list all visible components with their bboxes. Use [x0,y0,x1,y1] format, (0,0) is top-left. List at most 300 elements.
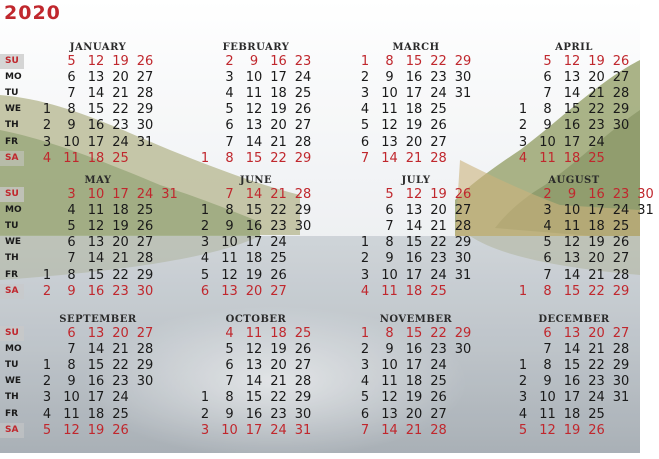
month-name: JUNE [239,175,273,186]
month-september [0,314,154,459]
day-cell: 15 [87,267,105,283]
day-cell: 8 [67,267,76,283]
day-cell: 27 [612,326,630,341]
day-cell: 27 [136,70,154,86]
weekday-label-we: WE [5,104,22,115]
day-cell: 3 [360,358,370,374]
day-cell: 17 [245,235,263,251]
day-cell: 16 [405,342,423,358]
day-cell: 11 [563,219,581,235]
weekday-label-su: SU [0,326,24,341]
month-april [476,42,630,187]
day-cell: 4 [360,374,370,390]
day-cell: 26 [112,422,129,438]
day-cell: 4 [225,326,234,341]
day-cell: 3 [360,267,370,283]
day-cell: 30 [454,342,472,358]
day-cell: 8 [225,150,234,166]
day-cell: 2 [200,219,210,235]
month-july [318,175,472,320]
weekday-label-mo: MO [5,205,22,216]
day-cell: 22 [270,390,287,406]
day-cell: 20 [270,118,287,134]
weekday-label-tu: TU [5,221,19,232]
day-cell: 8 [67,358,76,374]
day-cell: 7 [543,86,552,102]
day-cell: 6 [543,326,552,341]
day-cell: 26 [430,390,447,406]
day-cell: 24 [112,134,129,150]
day-cell: 19 [405,118,423,134]
day-cell: 26 [612,54,630,69]
day-cell: 3 [360,86,370,102]
day-cell: 27 [430,134,447,150]
day-cell: 9 [543,118,552,134]
day-cell: 14 [245,374,263,390]
day-cell: 3 [518,134,528,150]
day-cell: 4 [360,283,370,299]
day-cell: 19 [405,390,423,406]
day-cell: 3 [42,390,52,406]
day-cell: 21 [112,251,129,267]
day-cell: 2 [360,342,370,358]
day-cell: 10 [63,390,80,406]
day-cell: 26 [270,267,287,283]
weekday-label-mo: MO [5,344,22,355]
day-cell: 24 [112,390,129,406]
day-cell: 19 [430,187,447,202]
day-cell: 12 [381,390,398,406]
day-cell: 25 [612,219,630,235]
day-cell: 13 [563,70,581,86]
day-cell: 8 [543,102,552,118]
day-cell: 7 [543,342,552,358]
day-cell: 17 [87,390,105,406]
day-cell: 23 [112,374,129,390]
day-cell: 18 [588,219,605,235]
day-cell: 19 [112,54,129,69]
day-cell: 23 [612,187,630,202]
day-cell: 25 [588,406,605,422]
day-cell: 14 [563,267,581,283]
day-cell: 26 [136,54,154,69]
day-cell: 26 [454,187,472,202]
month-may [0,175,178,320]
day-cell: 30 [454,70,472,86]
day-cell: 12 [87,219,105,235]
weekday-label-we: WE [5,237,22,248]
day-cell: 15 [405,235,423,251]
day-cell: 2 [543,187,552,202]
day-cell: 30 [454,251,472,267]
day-cell: 15 [245,390,263,406]
day-cell: 2 [518,374,528,390]
day-cell: 21 [588,342,605,358]
day-cell: 17 [270,70,287,86]
day-cell: 10 [221,422,238,438]
day-cell: 11 [381,283,398,299]
month-december [476,314,630,459]
day-cell: 30 [637,187,654,202]
day-cell: 16 [588,187,605,202]
month-name: OCTOBER [225,314,287,325]
day-cell: 30 [136,374,154,390]
day-cell: 24 [612,203,630,219]
day-cell: 8 [225,203,234,219]
day-cell: 11 [221,251,238,267]
day-cell: 9 [225,219,234,235]
day-cell: 13 [405,203,423,219]
day-cell: 28 [612,86,630,102]
day-cell: 28 [294,134,312,150]
day-cell: 30 [612,374,630,390]
day-cell: 8 [225,390,234,406]
day-cell: 30 [294,219,312,235]
day-cell: 1 [42,267,52,283]
day-cell: 22 [588,102,605,118]
day-cell: 28 [136,342,154,358]
day-cell: 24 [430,358,447,374]
day-cell: 21 [112,342,129,358]
day-cell: 29 [136,102,154,118]
day-cell: 16 [87,118,105,134]
day-cell: 28 [612,267,630,283]
day-cell: 15 [245,150,263,166]
day-cell: 7 [67,86,76,102]
day-cell: 19 [245,267,263,283]
day-cell: 17 [563,134,581,150]
day-cell: 30 [136,283,154,299]
day-cell: 29 [612,358,630,374]
day-cell: 17 [405,358,423,374]
day-cell: 25 [270,251,287,267]
day-cell: 22 [270,150,287,166]
day-cell: 16 [245,219,263,235]
day-cell: 28 [430,150,447,166]
day-cell: 19 [563,422,581,438]
day-cell: 3 [518,390,528,406]
day-cell: 4 [200,251,210,267]
day-cell: 20 [405,406,423,422]
day-cell: 20 [588,251,605,267]
day-cell: 31 [612,390,630,406]
day-cell: 26 [136,219,154,235]
day-cell: 19 [588,235,605,251]
day-cell: 7 [67,251,76,267]
day-cell: 15 [405,326,423,341]
month-name: AUGUST [548,175,600,186]
day-cell: 11 [63,150,80,166]
day-cell: 9 [249,54,259,69]
day-cell: 21 [430,219,447,235]
day-cell: 16 [563,118,581,134]
month-june [158,175,312,320]
day-cell: 1 [518,358,528,374]
day-cell: 1 [360,54,370,69]
day-cell: 22 [270,203,287,219]
month-february [158,42,312,187]
day-cell: 13 [245,118,263,134]
day-cell: 6 [385,203,394,219]
day-cell: 22 [588,283,605,299]
day-cell: 24 [588,134,605,150]
day-cell: 30 [612,118,630,134]
day-cell: 14 [245,187,263,202]
day-cell: 20 [588,70,605,86]
day-cell: 13 [87,70,105,86]
day-cell: 12 [87,54,105,69]
day-cell: 1 [200,390,210,406]
day-cell: 11 [87,203,105,219]
day-cell: 19 [588,54,605,69]
day-cell: 13 [381,406,398,422]
day-cell: 26 [588,422,605,438]
day-cell: 3 [200,235,210,251]
day-cell: 21 [405,150,423,166]
day-cell: 29 [294,150,312,166]
day-cell: 25 [136,203,154,219]
day-cell: 27 [294,358,312,374]
day-cell: 9 [225,406,234,422]
day-cell: 29 [294,203,312,219]
day-cell: 9 [67,374,76,390]
day-cell: 20 [112,70,129,86]
day-cell: 31 [454,267,472,283]
day-cell: 18 [270,86,287,102]
day-cell: 23 [588,374,605,390]
day-cell: 31 [294,422,312,438]
day-cell: 12 [539,422,556,438]
day-cell: 14 [245,134,263,150]
day-cell: 6 [67,235,76,251]
day-cell: 8 [385,326,394,341]
day-cell: 6 [225,358,234,374]
day-cell: 12 [563,54,581,69]
day-cell: 16 [270,54,287,69]
month-name: APRIL [555,42,593,53]
day-cell: 10 [539,134,556,150]
day-cell: 20 [588,326,605,341]
month-name: DECEMBER [538,314,610,325]
month-name: JANUARY [69,42,127,53]
weekday-label-su: SU [0,187,24,202]
day-cell: 28 [294,187,312,202]
day-cell: 25 [430,283,447,299]
day-cell: 20 [430,203,447,219]
day-cell: 18 [563,406,581,422]
day-cell: 11 [63,406,80,422]
day-cell: 11 [245,86,263,102]
day-cell: 29 [294,390,312,406]
day-cell: 14 [405,219,423,235]
month-name: FEBRUARY [222,42,290,53]
day-cell: 1 [518,102,528,118]
day-cell: 5 [385,187,394,202]
day-cell: 17 [87,134,105,150]
day-cell: 2 [518,118,528,134]
day-cell: 11 [539,406,556,422]
day-cell: 5 [42,422,52,438]
day-cell: 5 [543,235,552,251]
day-cell: 23 [270,406,287,422]
day-cell: 16 [405,70,423,86]
day-cell: 14 [87,86,105,102]
weekday-label-th: TH [5,392,19,403]
day-cell: 1 [42,102,52,118]
day-cell: 31 [161,187,178,202]
day-cell: 15 [563,358,581,374]
day-cell: 7 [225,187,234,202]
year-title: 2020 [4,2,61,24]
day-cell: 10 [381,86,398,102]
day-cell: 22 [112,358,129,374]
day-cell: 18 [112,203,129,219]
day-cell: 16 [563,374,581,390]
day-cell: 29 [454,235,472,251]
day-cell: 2 [42,283,52,299]
month-november [318,314,472,459]
day-cell: 27 [136,326,154,341]
day-cell: 21 [270,134,287,150]
day-cell: 6 [67,326,76,341]
month-name: NOVEMBER [379,314,453,325]
day-cell: 21 [270,374,287,390]
day-cell: 9 [67,283,76,299]
day-cell: 8 [543,283,552,299]
day-cell: 26 [294,102,312,118]
day-cell: 12 [63,422,80,438]
day-cell: 23 [430,70,447,86]
day-cell: 8 [385,54,394,69]
day-cell: 5 [518,422,528,438]
day-cell: 22 [112,102,129,118]
day-cell: 1 [200,150,210,166]
day-cell: 3 [225,70,234,86]
day-cell: 5 [360,118,370,134]
day-cell: 21 [588,267,605,283]
day-cell: 11 [539,150,556,166]
day-cell: 19 [87,422,105,438]
day-cell: 18 [270,326,287,341]
day-cell: 13 [221,283,238,299]
day-cell: 29 [136,267,154,283]
day-cell: 7 [67,342,76,358]
day-cell: 22 [112,267,129,283]
day-cell: 12 [405,187,423,202]
day-cell: 9 [567,187,577,202]
day-cell: 15 [405,54,423,69]
day-cell: 25 [112,406,129,422]
day-cell: 20 [405,134,423,150]
weekday-label-th: TH [5,253,19,264]
day-cell: 25 [588,150,605,166]
day-cell: 2 [360,70,370,86]
day-cell: 27 [454,203,472,219]
month-january [0,42,154,187]
day-cell: 12 [381,118,398,134]
day-cell: 15 [245,203,263,219]
day-cell: 14 [87,251,105,267]
day-cell: 21 [588,86,605,102]
day-cell: 2 [42,374,52,390]
day-cell: 4 [360,102,370,118]
day-cell: 28 [430,422,447,438]
day-cell: 19 [270,102,287,118]
day-cell: 6 [200,283,210,299]
day-cell: 14 [87,342,105,358]
day-cell: 5 [360,390,370,406]
day-cell: 16 [405,251,423,267]
day-cell: 25 [294,326,312,341]
day-cell: 10 [87,187,105,202]
weekday-label-sa: SA [0,151,24,166]
day-cell: 18 [405,102,423,118]
day-cell: 4 [42,406,52,422]
day-cell: 10 [381,267,398,283]
day-cell: 27 [612,251,630,267]
day-cell: 11 [245,326,263,341]
day-cell: 25 [112,150,129,166]
day-cell: 13 [563,251,581,267]
day-cell: 5 [67,54,76,69]
day-cell: 7 [385,219,394,235]
day-cell: 10 [221,235,238,251]
day-cell: 21 [270,187,287,202]
day-cell: 3 [67,187,76,202]
day-cell: 15 [87,358,105,374]
day-cell: 29 [454,54,472,69]
day-cell: 2 [360,251,370,267]
day-cell: 24 [294,70,312,86]
day-cell: 14 [563,86,581,102]
day-cell: 22 [430,235,447,251]
day-cell: 10 [245,70,263,86]
day-cell: 9 [385,70,394,86]
day-cell: 4 [543,219,552,235]
month-name: MAY [84,175,112,186]
day-cell: 4 [42,150,52,166]
day-cell: 14 [563,342,581,358]
day-cell: 6 [360,406,370,422]
day-cell: 28 [294,374,312,390]
day-cell: 31 [637,203,654,219]
day-cell: 29 [454,326,472,341]
day-cell: 6 [67,70,76,86]
day-cell: 26 [294,342,312,358]
day-cell: 15 [563,283,581,299]
weekday-label-we: WE [5,376,22,387]
day-cell: 29 [136,358,154,374]
day-cell: 4 [518,150,528,166]
day-cell: 16 [87,283,105,299]
day-cell: 28 [612,342,630,358]
day-cell: 18 [245,251,263,267]
weekday-label-fr: FR [5,269,19,280]
day-cell: 15 [87,102,105,118]
day-cell: 30 [294,406,312,422]
day-cell: 19 [112,219,129,235]
day-cell: 18 [87,150,105,166]
day-cell: 7 [360,150,370,166]
day-cell: 16 [87,374,105,390]
day-cell: 31 [136,134,154,150]
day-cell: 16 [245,406,263,422]
day-cell: 25 [430,102,447,118]
day-cell: 10 [539,390,556,406]
day-cell: 3 [200,422,210,438]
day-cell: 17 [112,187,129,202]
day-cell: 15 [563,102,581,118]
